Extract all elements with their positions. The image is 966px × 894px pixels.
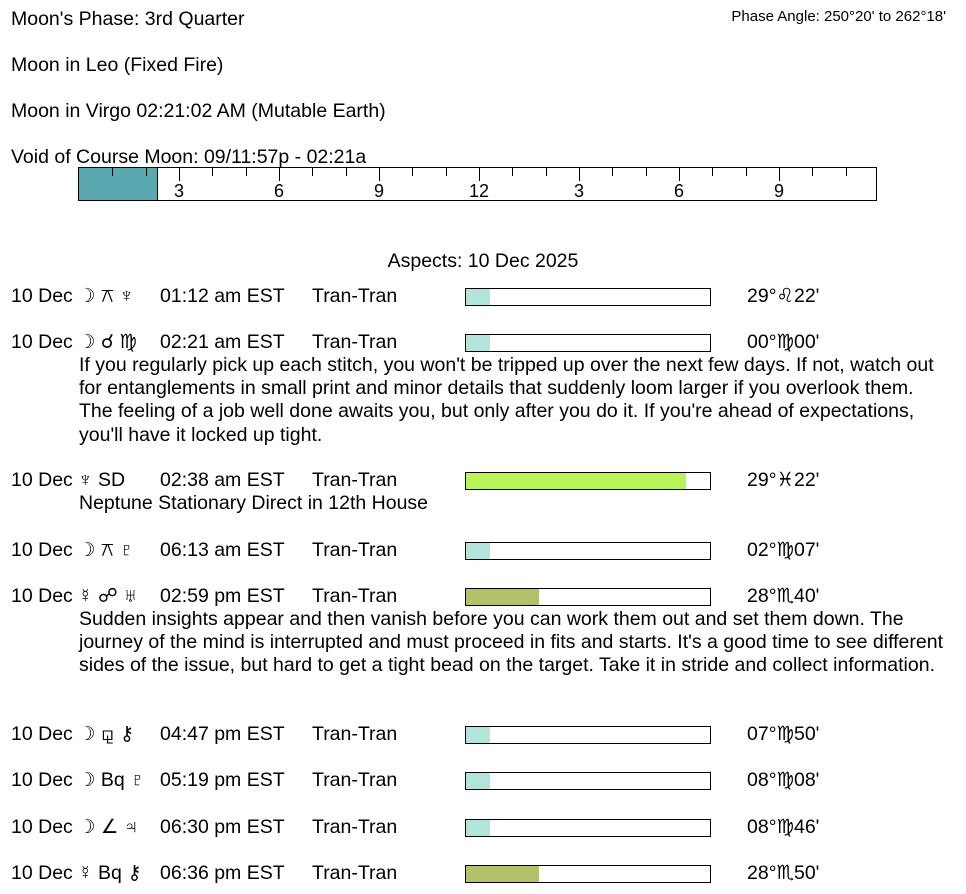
aspect-interpretation: If you regularly pick up each stitch, you won't be tripped up over the next few days. If not, watch out for entanglements in small print and minor details that suddenly loom larger if you overlook them. The feeling of a job well done awaits you, but only after you do it. If you're ahead of expectations, you'll have it locked up tight. — [79, 354, 934, 446]
timeline-hour-label: 9 — [373, 181, 385, 201]
aspect-glyphs: ☽ ∠ ♃ — [78, 816, 139, 838]
aspect-time: 02:59 pm EST — [160, 585, 285, 607]
aspect-glyphs: ☽ ⚼ ⚷ — [78, 723, 135, 745]
timeline-tick — [746, 168, 747, 176]
aspect-time: 01:12 am EST — [160, 285, 285, 307]
aspect-glyphs: ♆ SD — [78, 469, 126, 491]
timeline-hour-label: 6 — [273, 181, 285, 201]
timeline-tick — [446, 168, 447, 176]
timeline-tick — [112, 168, 113, 176]
aspect-strength-bar — [465, 865, 711, 883]
aspect-date: 10 Dec — [11, 539, 73, 561]
aspect-date: 10 Dec — [11, 585, 73, 607]
aspect-glyphs: ☽ ⚻ ♆ — [78, 285, 134, 307]
aspect-strength-bar — [465, 726, 711, 744]
aspect-type: Tran-Tran — [312, 585, 398, 607]
timeline-tick — [379, 168, 380, 181]
aspect-time: 04:47 pm EST — [160, 723, 285, 745]
aspect-glyphs: ☽ ☌ ♍ — [78, 331, 137, 353]
aspect-strength-bar — [465, 288, 711, 306]
aspect-position: 00°♍00' — [747, 331, 820, 353]
aspect-glyphs: ☿ Bq ⚷ — [78, 862, 142, 884]
aspect-strength-fill — [466, 543, 490, 559]
aspect-type: Tran-Tran — [312, 816, 398, 838]
aspect-time: 06:36 pm EST — [160, 862, 285, 884]
timeline-tick — [712, 168, 713, 176]
aspect-type: Tran-Tran — [312, 285, 398, 307]
aspect-interpretation: Neptune Stationary Direct in 12th House — [79, 492, 429, 514]
aspect-strength-fill — [466, 866, 539, 882]
aspect-type: Tran-Tran — [312, 723, 398, 745]
timeline-tick — [779, 168, 780, 181]
aspect-date: 10 Dec — [11, 862, 73, 884]
timeline-hour-label: 6 — [673, 181, 685, 201]
timeline-tick — [479, 168, 480, 181]
aspect-time: 02:21 am EST — [160, 331, 285, 353]
timeline-tick — [146, 168, 147, 176]
aspect-glyphs: ☽ ⚻ ♇ — [78, 539, 134, 561]
timeline-tick — [812, 168, 813, 176]
timeline-hour-label: 3 — [573, 181, 585, 201]
moon-ingress: Moon in Virgo 02:21:02 AM (Mutable Earth) — [11, 100, 386, 122]
aspect-position: 29°♌22' — [747, 285, 820, 307]
aspect-glyphs: ☿ ☍ ♅ — [78, 585, 138, 607]
timeline-tick — [179, 168, 180, 181]
timeline-tick — [212, 168, 213, 176]
aspect-date: 10 Dec — [11, 285, 73, 307]
aspect-strength-fill — [466, 820, 490, 836]
aspect-date: 10 Dec — [11, 331, 73, 353]
aspect-type: Tran-Tran — [312, 862, 398, 884]
aspect-strength-fill — [466, 289, 490, 305]
aspect-type: Tran-Tran — [312, 539, 398, 561]
aspect-time: 05:19 pm EST — [160, 769, 285, 791]
aspect-position: 07°♍50' — [747, 723, 820, 745]
aspect-time: 06:13 am EST — [160, 539, 285, 561]
aspect-position: 08°♍08' — [747, 769, 820, 791]
aspect-strength-fill — [466, 473, 686, 489]
void-timeline — [78, 167, 877, 201]
aspect-type: Tran-Tran — [312, 469, 398, 491]
aspect-position: 08°♍46' — [747, 816, 820, 838]
timeline-tick — [579, 168, 580, 181]
timeline-tick — [846, 168, 847, 176]
timeline-tick — [246, 168, 247, 176]
aspect-date: 10 Dec — [11, 469, 73, 491]
aspect-interpretation: Sudden insights appear and then vanish before you can work them out and set them down. The journey of the mind is interrupted and must proceed in fits and starts. It's a good time to see different sides of the issue, but hard to get a tight bead on the target. Take it in stride and collect information. — [79, 608, 943, 677]
aspect-type: Tran-Tran — [312, 769, 398, 791]
timeline-tick — [412, 168, 413, 176]
aspect-date: 10 Dec — [11, 769, 73, 791]
aspect-strength-bar — [465, 542, 711, 560]
void-of-course: Void of Course Moon: 09/11:57p - 02:21a — [11, 146, 367, 168]
aspect-strength-bar — [465, 334, 711, 352]
timeline-hour-label: 9 — [773, 181, 785, 201]
aspect-strength-fill — [466, 727, 490, 743]
aspect-date: 10 Dec — [11, 723, 73, 745]
timeline-tick — [346, 168, 347, 176]
phase-angle: Phase Angle: 250°20' to 262°18' — [731, 8, 946, 25]
timeline-tick — [279, 168, 280, 181]
aspect-time: 02:38 am EST — [160, 469, 285, 491]
timeline-tick — [546, 168, 547, 176]
aspect-strength-fill — [466, 773, 490, 789]
aspect-strength-bar — [465, 588, 711, 606]
timeline-tick — [512, 168, 513, 176]
aspect-strength-bar — [465, 772, 711, 790]
timeline-hour-label: 12 — [468, 181, 490, 201]
aspect-strength-bar — [465, 472, 711, 490]
aspect-position: 29°♓22' — [747, 469, 820, 491]
aspect-glyphs: ☽ Bq ♇ — [78, 769, 145, 791]
aspect-strength-bar — [465, 819, 711, 837]
timeline-tick — [679, 168, 680, 181]
aspect-type: Tran-Tran — [312, 331, 398, 353]
aspect-position: 02°♍07' — [747, 539, 820, 561]
timeline-hour-label: 3 — [173, 181, 185, 201]
aspect-strength-fill — [466, 589, 539, 605]
moon-sign: Moon in Leo (Fixed Fire) — [11, 54, 224, 76]
moon-phase: Moon's Phase: 3rd Quarter — [11, 8, 245, 30]
aspects-title: Aspects: 10 Dec 2025 — [387, 250, 579, 272]
aspect-position: 28°♏50' — [747, 862, 820, 884]
timeline-tick — [646, 168, 647, 176]
aspect-strength-fill — [466, 335, 490, 351]
aspect-time: 06:30 pm EST — [160, 816, 285, 838]
aspect-date: 10 Dec — [11, 816, 73, 838]
aspect-position: 28°♏40' — [747, 585, 820, 607]
timeline-tick — [612, 168, 613, 176]
timeline-tick — [312, 168, 313, 176]
